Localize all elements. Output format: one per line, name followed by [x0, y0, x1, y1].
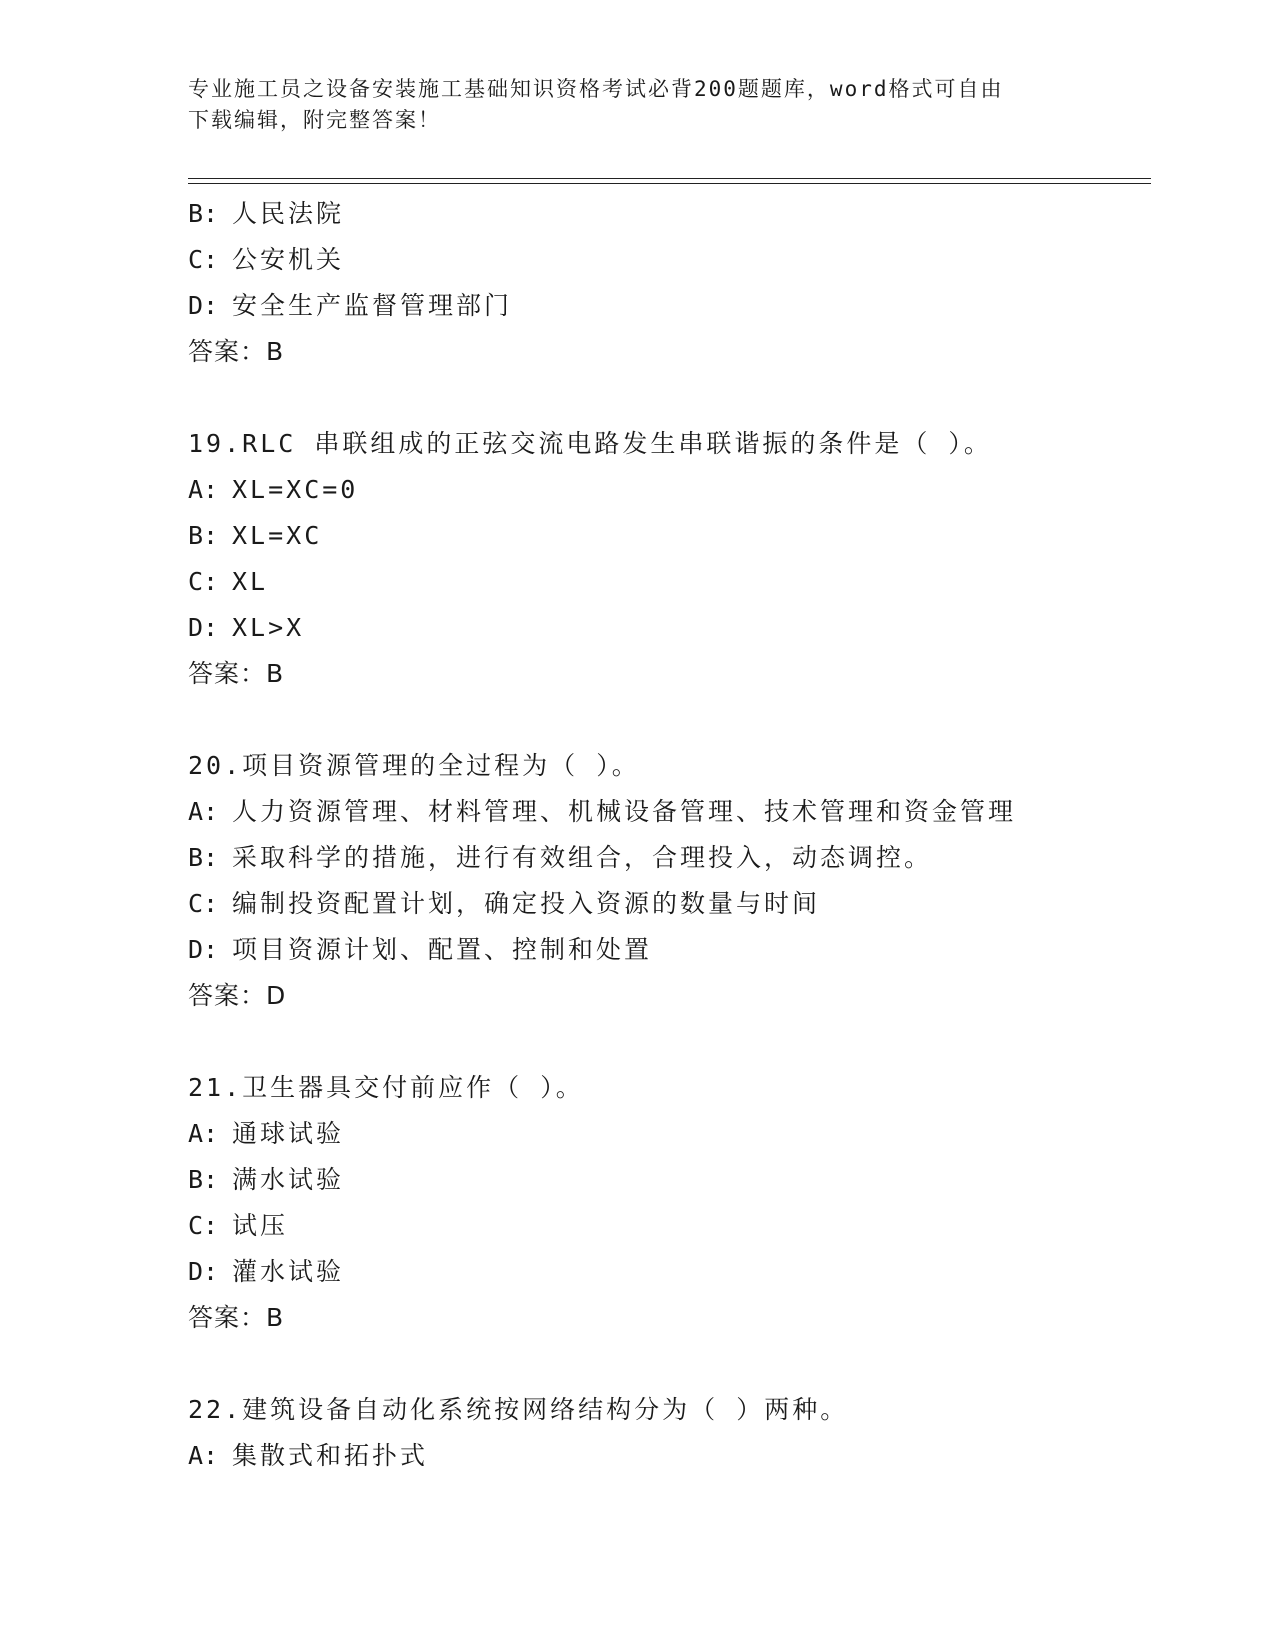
option-b: B: XL=XC: [188, 521, 323, 550]
question-text: 21.卫生器具交付前应作（ ）。: [188, 1073, 584, 1102]
spacer: [188, 1019, 1148, 1065]
option-d: D: 安全生产监督管理部门: [188, 291, 513, 320]
question-block-22: [188, 1387, 1148, 1479]
option-a: A: XL=XC=0: [188, 475, 359, 504]
option-d: D: XL>X: [188, 613, 305, 642]
question-text: 20.项目资源管理的全过程为（ ）。: [188, 751, 640, 780]
option-b: B: 满水试验: [188, 1165, 345, 1194]
question-block-20: [188, 743, 1148, 1019]
option-c: C: 试压: [188, 1211, 289, 1240]
spacer: [188, 1341, 1148, 1387]
question-block-19: [188, 421, 1148, 697]
answer-label: 答案：B: [188, 337, 285, 366]
document-header: [188, 74, 1088, 136]
option-a: A: 集散式和拓扑式: [188, 1441, 429, 1470]
document-body: [188, 191, 1148, 1479]
option-d: D: 项目资源计划、配置、控制和处置: [188, 935, 653, 964]
spacer: [188, 375, 1148, 421]
question-text: 22.建筑设备自动化系统按网络结构分为（ ）两种。: [188, 1395, 849, 1424]
header-line-1: 专业施工员之设备安装施工基础知识资格考试必背200题题库，word格式可自由: [188, 77, 1004, 101]
answer-label: 答案：D: [188, 981, 287, 1010]
option-c: C: 编制投资配置计划，确定投入资源的数量与时间: [188, 889, 821, 918]
option-b: B: 人民法院: [188, 199, 345, 228]
question-text: 19.RLC 串联组成的正弦交流电路发生串联谐振的条件是（ ）。: [188, 429, 992, 458]
header-line-2: 下载编辑，附完整答案！: [188, 108, 441, 132]
option-c: C: XL: [188, 567, 269, 596]
answer-label: 答案：B: [188, 1303, 285, 1332]
header-divider-top: [188, 178, 1151, 179]
option-a: A: 通球试验: [188, 1119, 345, 1148]
answer-label: 答案：B: [188, 659, 285, 688]
header-divider-bottom: [188, 183, 1151, 184]
spacer: [188, 697, 1148, 743]
option-c: C: 公安机关: [188, 245, 345, 274]
question-block-18: [188, 191, 1148, 375]
question-block-21: [188, 1065, 1148, 1341]
option-a: A: 人力资源管理、材料管理、机械设备管理、技术管理和资金管理: [188, 797, 1017, 826]
option-d: D: 灌水试验: [188, 1257, 345, 1286]
option-b: B: 采取科学的措施，进行有效组合，合理投入，动态调控。: [188, 843, 933, 872]
